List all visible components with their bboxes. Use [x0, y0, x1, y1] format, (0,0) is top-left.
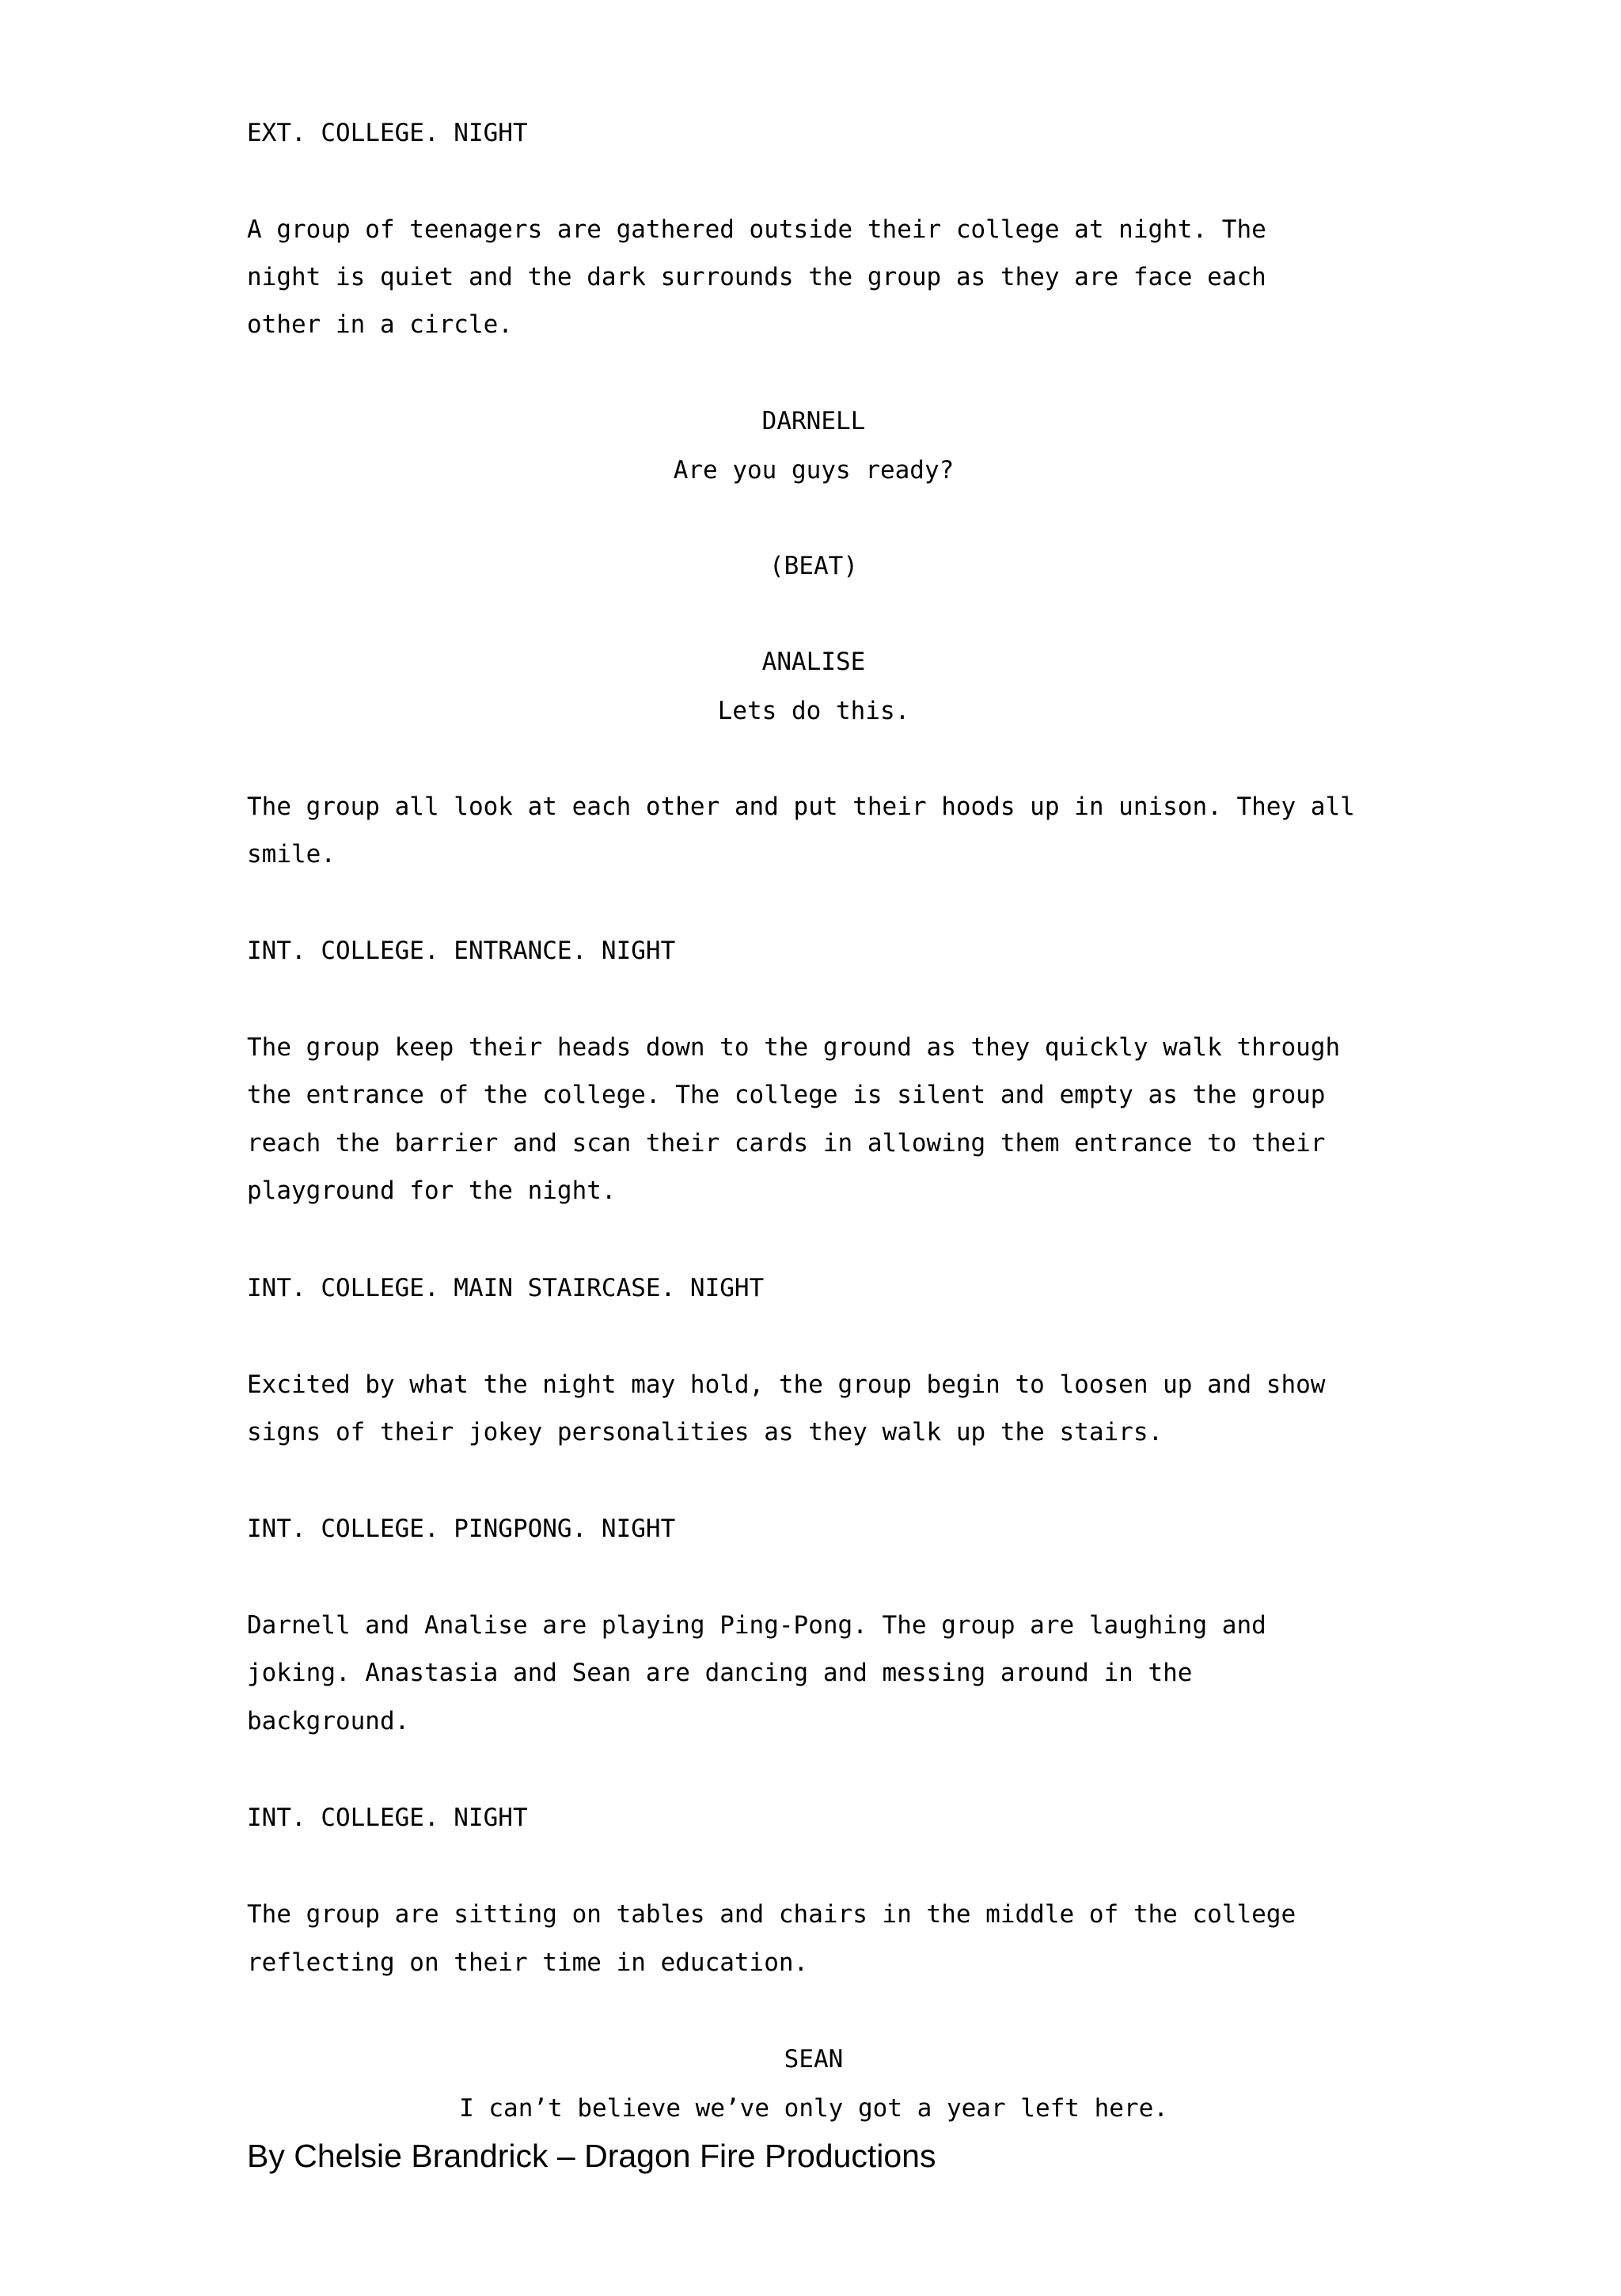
action-line: Darnell and Analise are playing Ping-Pong. The group are laughing and	[247, 1611, 1266, 1640]
dialogue-line: Are you guys ready?	[673, 456, 955, 485]
action-line: reflecting on their time in education.	[247, 1948, 809, 1977]
action-line: The group are sitting on tables and chairs in the middle of the college	[247, 1900, 1296, 1929]
scene-heading: EXT. COLLEGE. NIGHT	[247, 119, 528, 147]
action-line: joking. Anastasia and Sean are dancing and messing around in the	[247, 1659, 1193, 1687]
action-line: night is quiet and the dark surrounds the group as they are face each	[247, 263, 1266, 291]
parenthetical-beat: (BEAT)	[769, 552, 858, 580]
action-line: reach the barrier and scan their cards in allowing them entrance to their	[247, 1129, 1326, 1158]
action-line: the entrance of the college. The college is silent and empty as the group	[247, 1081, 1326, 1109]
dialogue-line: I can’t believe we’ve only got a year left here.	[459, 2094, 1168, 2123]
character-name: ANALISE	[761, 648, 866, 676]
dialogue-line: Lets do this.	[717, 697, 910, 725]
action-line: The group all look at each other and put their hoods up in unison. They all	[247, 793, 1355, 821]
character-name: DARNELL	[761, 407, 866, 435]
scene-heading: INT. COLLEGE. ENTRANCE. NIGHT	[247, 937, 676, 965]
scene-heading: INT. COLLEGE. NIGHT	[247, 1804, 528, 1832]
footer-credit: By Chelsie Brandrick – Dragon Fire Productions	[247, 2138, 936, 2174]
action-line: other in a circle.	[247, 310, 513, 339]
scene-heading: INT. COLLEGE. MAIN STAIRCASE. NIGHT	[247, 1274, 765, 1302]
action-line: background.	[247, 1707, 410, 1735]
action-line: playground for the night.	[247, 1177, 617, 1205]
action-line: The group keep their heads down to the ground as they quickly walk through	[247, 1033, 1341, 1062]
action-line: Excited by what the night may hold, the group begin to loosen up and show	[247, 1370, 1326, 1399]
character-name: SEAN	[784, 2045, 844, 2074]
action-line: smile.	[247, 840, 336, 869]
scene-heading: INT. COLLEGE. PINGPONG. NIGHT	[247, 1515, 676, 1543]
action-line: signs of their jokey personalities as they walk up the stairs.	[247, 1418, 1164, 1446]
action-line: A group of teenagers are gathered outside their college at night. The	[247, 215, 1266, 244]
